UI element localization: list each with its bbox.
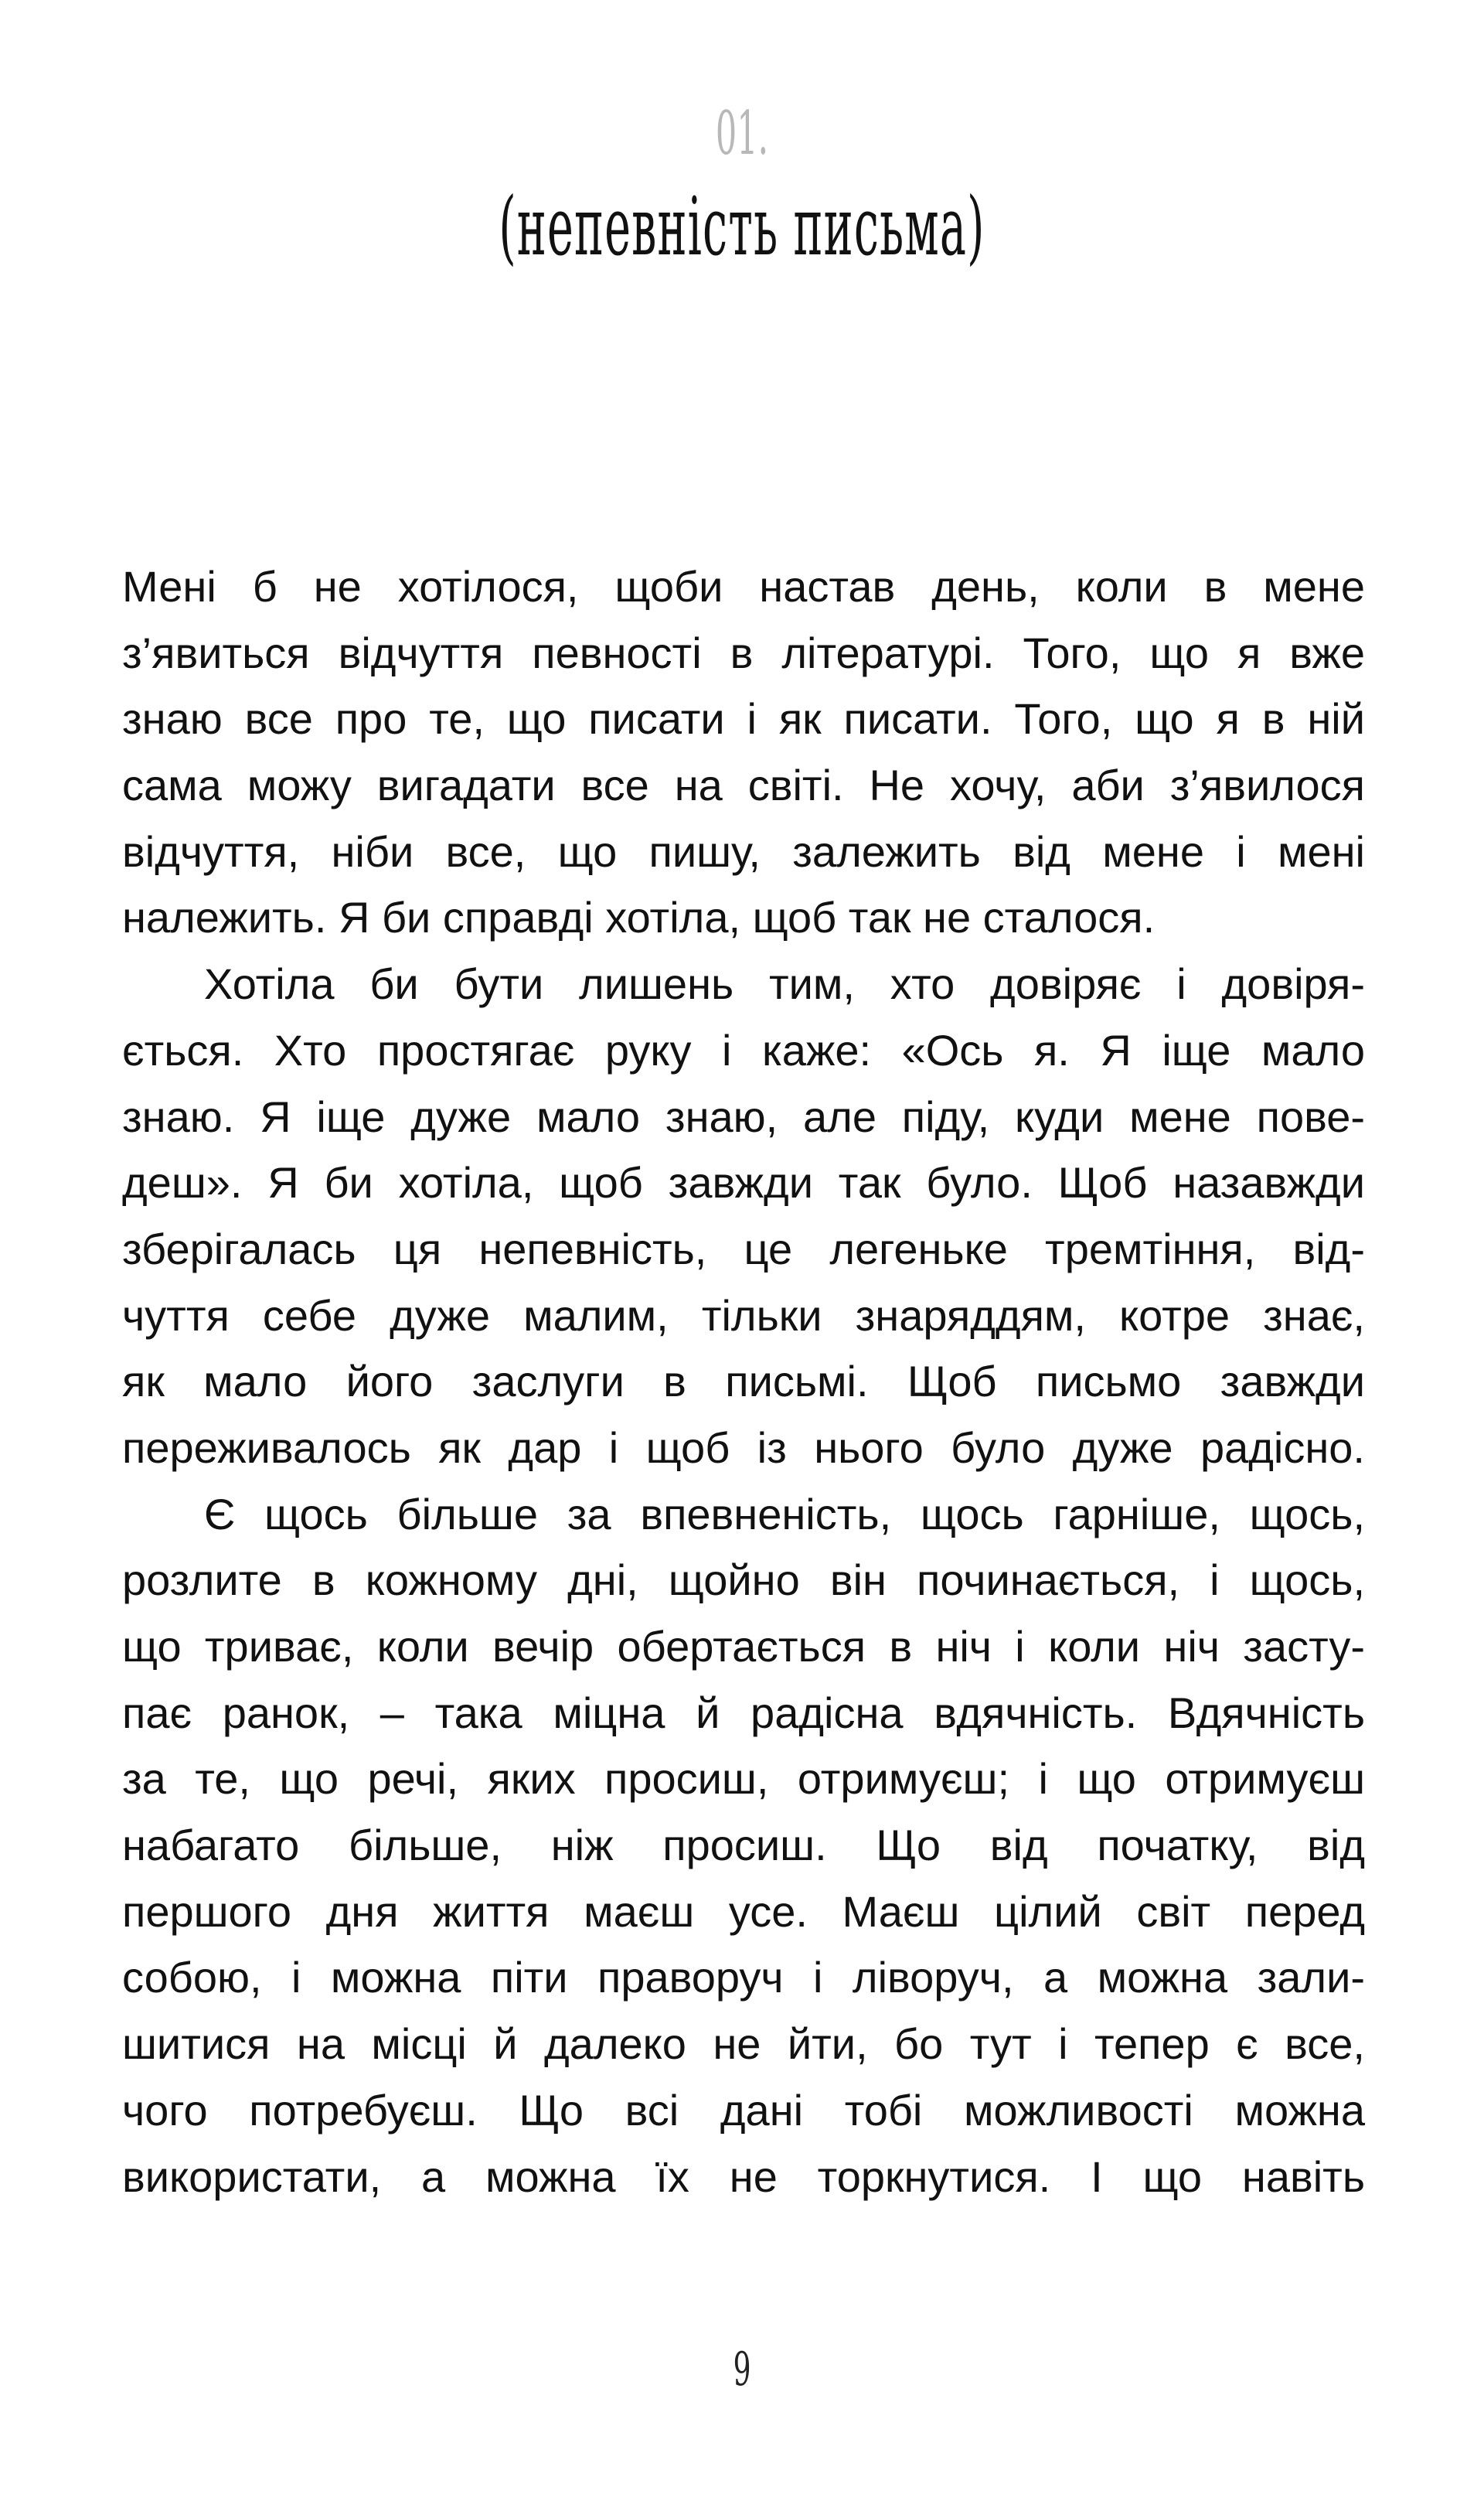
page-number xyxy=(0,2342,1484,2397)
page-number-text: 9 xyxy=(733,2342,751,2397)
text-line: з’явиться відчуття певності в літературі. Того, що я вже xyxy=(122,628,1365,677)
text-line: належить. Я би справді хотіла, щоб так не сталося. xyxy=(122,893,1156,942)
text-line: набагато більше, ніж просиш. Що від початку, від xyxy=(122,1821,1365,1870)
text-line: ється. Хто простягає руку і каже: «Ось я. Я іще мало xyxy=(122,1025,1365,1075)
text-line: переживалось як дар і щоб із нього було дуже радісно. xyxy=(122,1422,1365,1472)
text-line: знаю. Я іще дуже мало знаю, але піду, куди мене пове- xyxy=(122,1092,1365,1141)
body-text xyxy=(122,554,1365,2210)
text-line: як мало його заслуги в письмі. Щоб письмо завжди xyxy=(122,1357,1365,1406)
text-line: першого дня життя маєш усе. Маєш цілий світ перед xyxy=(122,1886,1365,1936)
paragraph-3 xyxy=(122,1481,1365,2210)
text-line: знаю все про те, що писати і як писати. Того, що я в ній xyxy=(122,694,1365,744)
chapter-number xyxy=(0,99,1484,169)
text-line: за те, що речі, яких просиш, отримуєш; і що отримуєш xyxy=(122,1754,1365,1804)
text-line: сама можу вигадати все на світі. Не хочу, аби з’явилося xyxy=(122,761,1365,810)
text-line: деш». Я би хотіла, щоб завжди так було. Щоб назавжди xyxy=(122,1158,1365,1208)
text-line: пає ранок, – така міцна й радісна вдячність. Вдячність xyxy=(122,1688,1365,1737)
text-line: чуття себе дуже малим, тільки знаряддям, котре знає, xyxy=(122,1290,1365,1340)
text-line: відчуття, ніби все, що пишу, залежить від мене і мені xyxy=(122,826,1365,876)
text-line: шитися на місці й далеко не йти, бо тут і тепер є все, xyxy=(122,2019,1365,2069)
chapter-title-text: (непевність письма) xyxy=(499,179,985,274)
text-line: Є щось більше за впевненість, щось гарніше, щось, xyxy=(204,1489,1365,1538)
chapter-number-text: 01. xyxy=(715,99,769,169)
text-line: чого потребуєш. Що всі дані тобі можливості можна xyxy=(122,2085,1365,2135)
paragraph-1 xyxy=(122,554,1365,951)
text-line: зберігалась ця непевність, це легеньке тремтіння, від- xyxy=(122,1224,1365,1273)
text-line: що триває, коли вечір обертається в ніч і коли ніч засту- xyxy=(122,1622,1365,1671)
text-line: Хотіла би бути лишень тим, хто довіряє і довіря- xyxy=(204,959,1365,1009)
text-line: Мені б не хотілося, щоби настав день, коли в мене xyxy=(122,562,1365,611)
text-line: собою, і можна піти праворуч і ліворуч, а можна зали- xyxy=(122,1953,1365,2002)
paragraph-2 xyxy=(122,951,1365,1481)
chapter-title xyxy=(0,179,1484,274)
text-line: розлите в кожному дні, щойно він починається, і щось, xyxy=(122,1555,1365,1605)
text-line: використати, а можна їх не торкнутися. І що навіть xyxy=(122,2152,1365,2201)
